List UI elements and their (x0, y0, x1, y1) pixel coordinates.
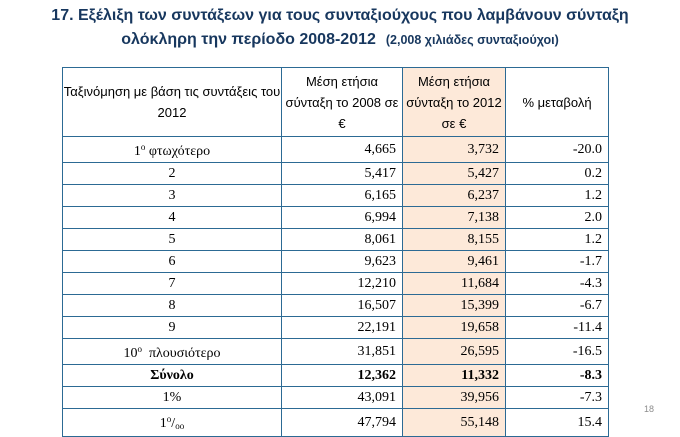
row-label (63, 137, 282, 163)
row-label-text: 8 (168, 297, 176, 313)
row-label-suffix: φτωχότερο (145, 144, 211, 159)
row-label-text: 2 (168, 165, 176, 181)
row-label-superscript: ο (166, 414, 172, 424)
table-header-row (63, 68, 609, 137)
row-label (63, 207, 282, 229)
row-label-text: 1 (159, 416, 167, 431)
pension-table (62, 67, 609, 437)
value-2008: 6,994 (282, 207, 403, 229)
percent-change: -1.7 (506, 251, 609, 273)
row-label (63, 339, 282, 365)
row-label-superscript: ο (140, 142, 146, 152)
value-2012: 5,427 (403, 163, 506, 185)
value-2012: 15,399 (403, 295, 506, 317)
row-label-text: 7 (168, 275, 176, 291)
value-2008: 12,210 (282, 273, 403, 295)
value-2012: 11,684 (403, 273, 506, 295)
row-label-text: 9 (168, 319, 176, 335)
table-row (63, 137, 609, 163)
value-2012: 11,332 (403, 365, 506, 387)
percent-change: 0.2 (506, 163, 609, 185)
percent-change: -6.7 (506, 295, 609, 317)
title-line-1: 17. Εξέλιξη των συντάξεων για τους συνταξιούχους που λαμβάνουν σύνταξη (51, 7, 629, 24)
percent-change: -16.5 (506, 339, 609, 365)
table-row (63, 295, 609, 317)
slide-number: 18 (643, 404, 654, 414)
row-label-text: 3 (168, 187, 176, 203)
value-2012: 8,155 (403, 229, 506, 251)
value-2008: 9,623 (282, 251, 403, 273)
title-line-2-text: ολόκληρη την περίοδο 2008-2012 (121, 31, 376, 48)
value-2008: 5,417 (282, 163, 403, 185)
row-label (63, 163, 282, 185)
row-label-subscript: οο (175, 421, 185, 431)
row-label-text: Σύνολο (150, 367, 194, 383)
title-subtitle: (2,008 χιλιάδες συνταξιούχοι) (385, 33, 559, 47)
value-2012: 9,461 (403, 251, 506, 273)
table-row (63, 207, 609, 229)
value-2012: 7,138 (403, 207, 506, 229)
table-row (63, 251, 609, 273)
value-2012: 39,956 (403, 387, 506, 409)
row-label (63, 185, 282, 207)
value-2012: 55,148 (403, 409, 506, 437)
value-2008: 16,507 (282, 295, 403, 317)
row-label-suffix: πλουσιότερο (141, 346, 221, 361)
percent-change: 1.2 (506, 229, 609, 251)
row-label (63, 317, 282, 339)
value-2012: 26,595 (403, 339, 506, 365)
row-label (63, 295, 282, 317)
value-2012: 6,237 (403, 185, 506, 207)
value-2008: 4,665 (282, 137, 403, 163)
percent-change: -4.3 (506, 273, 609, 295)
row-label (63, 251, 282, 273)
row-label-text: 1% (162, 389, 182, 405)
row-label (63, 365, 282, 387)
value-2008: 12,362 (282, 365, 403, 387)
header-change: % μεταβολή (506, 68, 609, 137)
value-2008: 43,091 (282, 387, 403, 409)
row-label-text: 10 (123, 346, 138, 361)
title-line-2 (8, 28, 672, 52)
percent-change: -7.3 (506, 387, 609, 409)
value-2008: 6,165 (282, 185, 403, 207)
row-label (63, 273, 282, 295)
table-row (63, 273, 609, 295)
value-2012: 3,732 (403, 137, 506, 163)
row-label (63, 229, 282, 251)
row-label-text: 1 (133, 144, 141, 159)
percent-change: -8.3 (506, 365, 609, 387)
percent-change: 2.0 (506, 207, 609, 229)
table-row (63, 365, 609, 387)
table-row (63, 339, 609, 365)
value-2008: 8,061 (282, 229, 403, 251)
row-label-superscript: ο (137, 344, 142, 354)
row-label (63, 387, 282, 409)
row-label-text: 6 (168, 253, 176, 269)
value-2012: 19,658 (403, 317, 506, 339)
table-row (63, 317, 609, 339)
percent-change: -11.4 (506, 317, 609, 339)
percent-change: -20.0 (506, 137, 609, 163)
table-row (63, 185, 609, 207)
value-2008: 47,794 (282, 409, 403, 437)
table-row (63, 163, 609, 185)
table-body (63, 137, 609, 437)
value-2008: 31,851 (282, 339, 403, 365)
row-label-slash: / (171, 416, 176, 431)
header-classification: Ταξινόμηση με βάση τις συντάξεις του 2012 (63, 68, 282, 137)
slide-title (8, 4, 672, 52)
percent-change: 15.4 (506, 409, 609, 437)
value-2008: 22,191 (282, 317, 403, 339)
table-row (63, 409, 609, 437)
table-row (63, 387, 609, 409)
row-label (63, 409, 282, 437)
percent-change: 1.2 (506, 185, 609, 207)
table-row (63, 229, 609, 251)
header-2012: Μέση ετήσια σύνταξη το 2012 σε € (403, 68, 506, 137)
header-2008: Μέση ετήσια σύνταξη το 2008 σε € (282, 68, 403, 137)
row-label-text: 5 (168, 231, 176, 247)
row-label-text: 4 (168, 209, 176, 225)
